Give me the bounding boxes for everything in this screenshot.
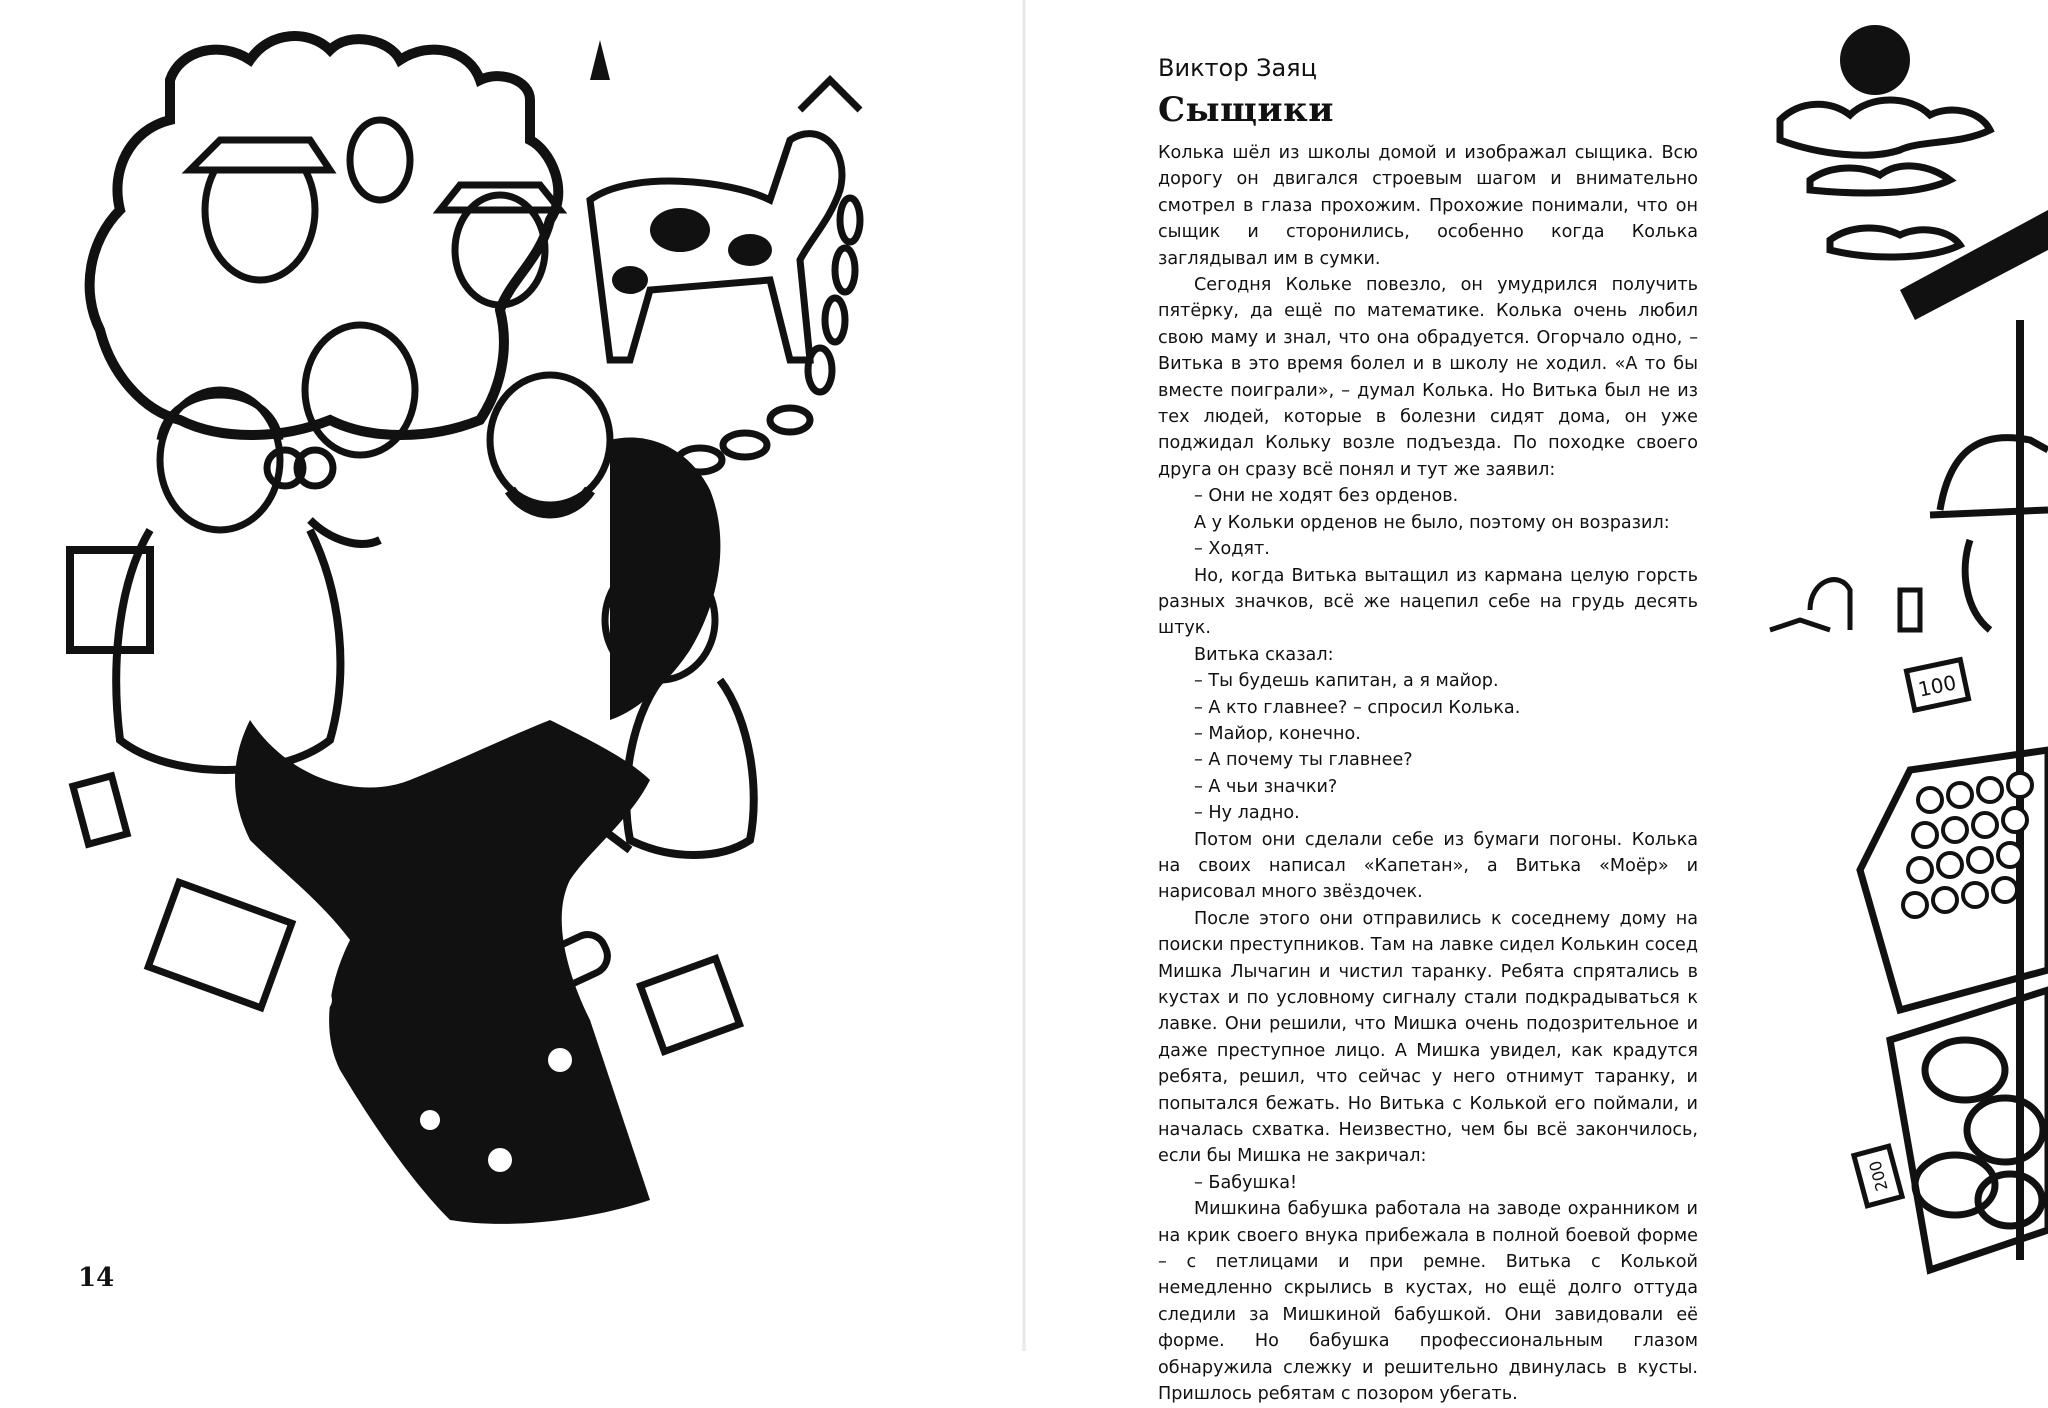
paragraph: Но, когда Витька вытащил из кармана целую горсть разных значков, всё же нацепил себе на грудь десять штук. — [1158, 565, 1698, 639]
story-title: Сыщики — [1158, 90, 1334, 130]
paragraph: Мишкина бабушка работала на заводе охранником и на крик своего внука прибежала в полной боевой форме – с петлицами и при ремне. Витька с Колькой немедленно скрылись в кустах, но ещё долго оттуда следили за Мишкиной бабушкой. Они завидовали её форме. Но бабушка профессиональным глазом обнаружила слежку и решительно двинулась в кусты. Пришлось ребятам с позором убегать. — [1158, 1199, 1698, 1405]
story-body — [1158, 140, 1698, 1408]
dialog-line: – Они не ходят без орденов. — [1194, 486, 1459, 507]
price-tag-200 — [1854, 1146, 1902, 1206]
dialog-line: – Майор, конечно. — [1194, 723, 1361, 744]
paragraph: Колька шёл из школы домой и изображал сыщика. Всю дорогу он двигался строевым шагом и внимательно смотрел в глаза прохожим. Прохожие понимали, что он сыщик и сторонились, особенно когда Колька заглядывал им в сумки. — [1158, 143, 1698, 269]
price-tag-100-label: 100 — [1916, 670, 1959, 702]
price-tag-100 — [1906, 660, 1968, 711]
dialog-line: А у Кольки орденов не было, поэтому он возразил: — [1194, 512, 1670, 533]
paragraph: Сегодня Кольке повезло, он умудрился получить пятёрку, да ещё по математике. Колька очень любил свою маму и знал, что она обрадуется. Огорчало одно, – Витька в это время болел и в школу не ходил. «А то бы вместе поиграли», – думал Колька. Но Витька был не из тех людей, которые в болезни сидят дома, он уже поджидал Кольку возле подъезда. По походке своего друга он сразу всё понял и тут же заявил: — [1158, 275, 1698, 480]
crowd-illustration — [30, 20, 950, 1280]
dialog-line: – Ты будешь капитан, а я майор. — [1194, 671, 1499, 692]
dialog-line: – А почему ты главнее? — [1194, 750, 1413, 771]
story-text-block — [1158, 54, 1698, 1408]
dialog-line: – Бабушка! — [1194, 1172, 1298, 1193]
dialog-line: Витька сказал: — [1194, 644, 1334, 665]
paragraph: После этого они отправились к соседнему дому на поиски преступников. Там на лавке сидел Колькин сосед Мишка Лычагин и чистил таранку. Ребята спрятались в кустах и по условному сигналу стали подкрадываться к лавке. Они решили, что Мишка очень подозрительное и даже преступное лицо. А Мишка увидел, как крадутся ребята, решил, что сейчас у него отнимут таранку, и попытался бежать. Но Витька с Колькой его поймали, и началась схватка. Неизвестно, чем бы всё закончилось, если бы Мишка не закричал: — [1158, 908, 1698, 1167]
paragraph: Потом они сделали себе из бумаги погоны. Колька на своих написал «Капетан», а Витька «Моёр» и нарисовал много звёздочек. — [1158, 829, 1698, 903]
story-author: Виктор Заяц — [1158, 54, 1317, 82]
dialog-line: – А чьи значки? — [1194, 776, 1338, 797]
left-page — [0, 0, 1024, 1351]
dialog-line: – Ходят. — [1194, 539, 1270, 560]
price-tag-200-label: 200 — [1865, 1158, 1892, 1194]
page-number: 14 — [78, 1263, 115, 1293]
market-stall-illustration — [1740, 10, 2048, 1340]
dialog-line: – Ну ладно. — [1194, 803, 1300, 824]
dialog-line: – А кто главнее? – спросил Колька. — [1194, 697, 1521, 718]
